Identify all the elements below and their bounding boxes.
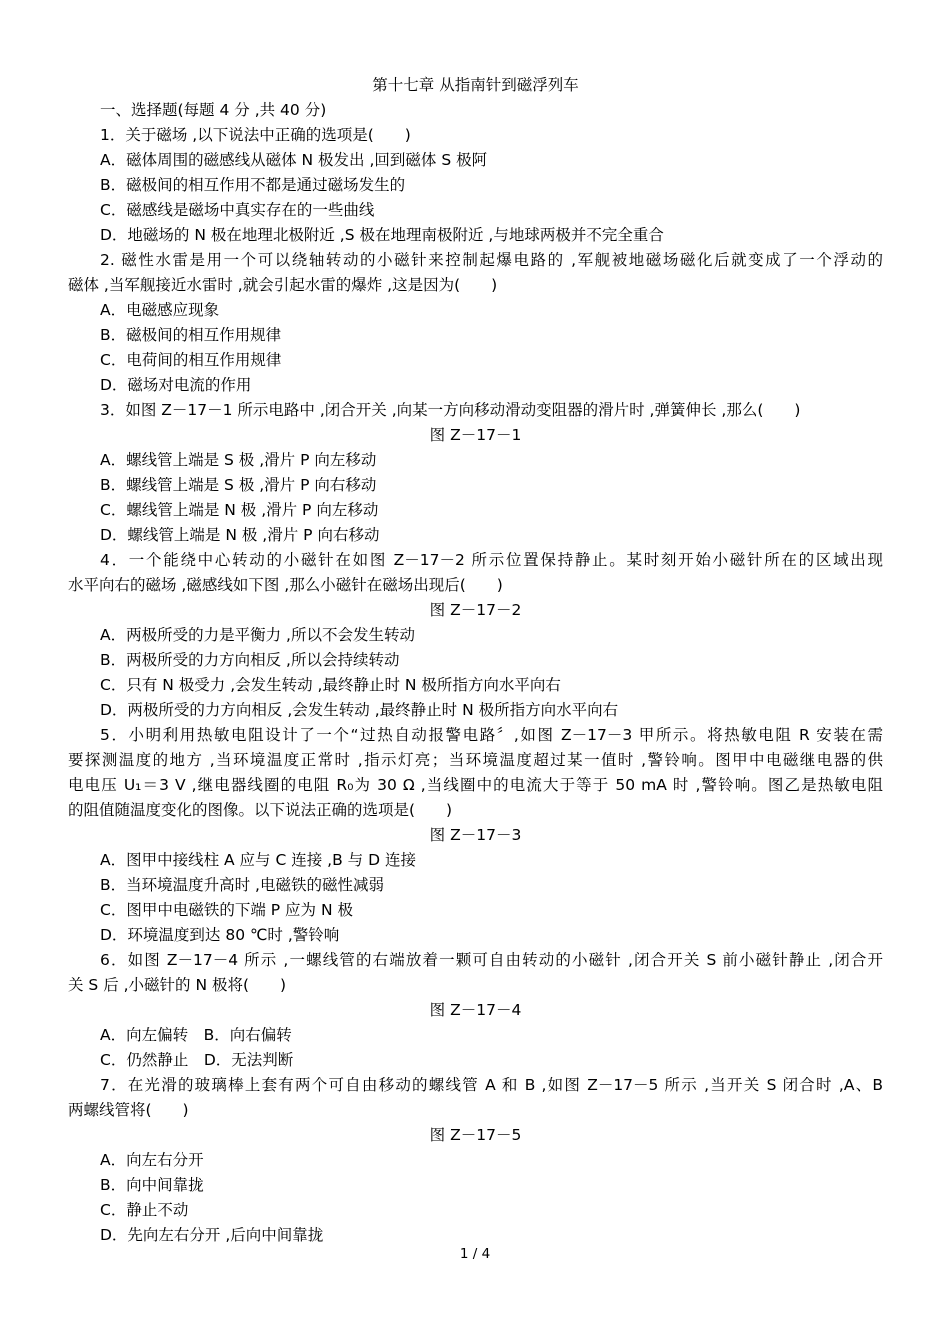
question-stem: 1．关于磁场 ,以下说法中正确的选项是( ) <box>100 126 411 144</box>
option-c: C．只有 N 极受力 ,会发生转动 ,最终静止时 N 极所指方向水平向右 <box>100 676 561 694</box>
option-b: B．两极所受的力方向相反 ,所以会持续转动 <box>100 651 400 669</box>
option-a: A．两极所受的力是平衡力 ,所以不会发生转动 <box>100 626 415 644</box>
question-stem: 5．小明利用热敏电阻设计了一个“过热自动报警电路〞,如图 Z－17－3 甲所示。将热敏电阻 R 安装在需 <box>100 726 883 744</box>
option-row-ab: A．向左偏转 B．向右偏转 <box>100 1026 292 1044</box>
document-body <box>68 73 883 1248</box>
option-a: A．螺线管上端是 S 极 ,滑片 P 向左移动 <box>100 451 377 469</box>
question-3 <box>68 398 883 548</box>
question-stem-continued: 水平向右的磁场 ,磁感线如下图 ,那么小磁针在磁场出现后( ) <box>68 576 503 594</box>
option-d: D．环境温度到达 80 ℃时 ,警铃响 <box>100 926 340 944</box>
option-c: C．电荷间的相互作用规律 <box>100 351 282 369</box>
question-stem: 2. 磁性水雷是用一个可以绕轴转动的小磁针来控制起爆电路的 ,军舰被地磁场磁化后就变成了一个浮动的 <box>100 251 883 269</box>
option-c: C．图甲中电磁铁的下端 P 应为 N 极 <box>100 901 353 919</box>
question-stem-continued: 两螺线管将( ) <box>68 1101 189 1119</box>
option-a: A．磁体周围的磁感线从磁体 N 极发出 ,回到磁体 S 极阿 <box>100 151 488 169</box>
figure-caption: 图 Z－17－5 <box>429 1126 522 1144</box>
question-5 <box>68 723 883 948</box>
question-stem-continued: 电电压 U₁＝3 V ,继电器线圈的电阻 R₀为 30 Ω ,当线圈中的电流大于等于 50 mA 时 ,警铃响。图乙是热敏电阻 <box>68 776 883 794</box>
option-d: D．两极所受的力方向相反 ,会发生转动 ,最终静止时 N 极所指方向水平向右 <box>100 701 619 719</box>
question-stem-continued: 关 S 后 ,小磁针的 N 极将( ) <box>68 976 287 994</box>
option-b: B．磁极间的相互作用不都是通过磁场发生的 <box>100 176 406 194</box>
option-a: A．向左右分开 <box>100 1151 204 1169</box>
question-stem: 3．如图 Z－17－1 所示电路中 ,闭合开关 ,向某一方向移动滑动变阻器的滑片时 ,弹簧伸长 ,那么( ) <box>100 401 801 419</box>
question-stem: 7．在光滑的玻璃棒上套有两个可自由移动的螺线管 A 和 B ,如图 Z－17－5 所示 ,当开关 S 闭合时 ,A、B <box>100 1076 883 1094</box>
option-d: D．先向左右分开 ,后向中间靠拢 <box>100 1226 324 1244</box>
figure-caption: 图 Z－17－3 <box>429 826 522 844</box>
section-heading: 一、选择题(每题 4 分 ,共 40 分) <box>100 101 327 119</box>
figure-caption: 图 Z－17－1 <box>429 426 522 444</box>
option-c: C．磁感线是磁场中真实存在的一些曲线 <box>100 201 375 219</box>
figure-caption: 图 Z－17－2 <box>429 601 522 619</box>
page-number: 1 / 4 <box>459 1246 491 1262</box>
figure-caption: 图 Z－17－4 <box>429 1001 522 1019</box>
option-d: D．螺线管上端是 N 极 ,滑片 P 向右移动 <box>100 526 380 544</box>
option-d: D．地磁场的 N 极在地理北极附近 ,S 极在地理南极附近 ,与地球两极并不完全重合 <box>100 226 664 244</box>
question-1 <box>68 123 883 248</box>
option-d: D．磁场对电流的作用 <box>100 376 252 394</box>
question-stem-continued: 的阻值随温度变化的图像。以下说法正确的选项是( ) <box>68 801 453 819</box>
question-stem-continued: 要探测温度的地方 ,当环境温度正常时 ,指示灯亮；当环境温度超过某一值时 ,警铃响。图甲中电磁继电器的供 <box>68 751 883 769</box>
question-stem-continued: 磁体 ,当军舰接近水雷时 ,就会引起水雷的爆炸 ,这是因为( ) <box>68 276 498 294</box>
option-c: C．静止不动 <box>100 1201 189 1219</box>
option-b: B．磁极间的相互作用规律 <box>100 326 282 344</box>
chapter-title: 第十七章 从指南针到磁浮列车 <box>372 76 579 94</box>
question-2 <box>68 248 883 398</box>
option-a: A．图甲中接线柱 A 应与 C 连接 ,B 与 D 连接 <box>100 851 416 869</box>
question-stem: 4．一个能绕中心转动的小磁针在如图 Z－17－2 所示位置保持静止。某时刻开始小磁针所在的区域出现 <box>100 551 883 569</box>
option-c: C．螺线管上端是 N 极 ,滑片 P 向左移动 <box>100 501 379 519</box>
question-6 <box>68 948 883 1073</box>
question-4 <box>68 548 883 723</box>
option-b: B．向中间靠拢 <box>100 1176 204 1194</box>
option-b: B．螺线管上端是 S 极 ,滑片 P 向右移动 <box>100 476 377 494</box>
question-stem: 6．如图 Z－17－4 所示 ,一螺线管的右端放着一颗可自由转动的小磁针 ,闭合开关 S 前小磁针静止 ,闭合开 <box>100 951 883 969</box>
option-row-cd: C．仍然静止 D．无法判断 <box>100 1051 294 1069</box>
question-7 <box>68 1073 883 1248</box>
option-b: B．当环境温度升高时 ,电磁铁的磁性减弱 <box>100 876 384 894</box>
option-a: A．电磁感应现象 <box>100 301 220 319</box>
